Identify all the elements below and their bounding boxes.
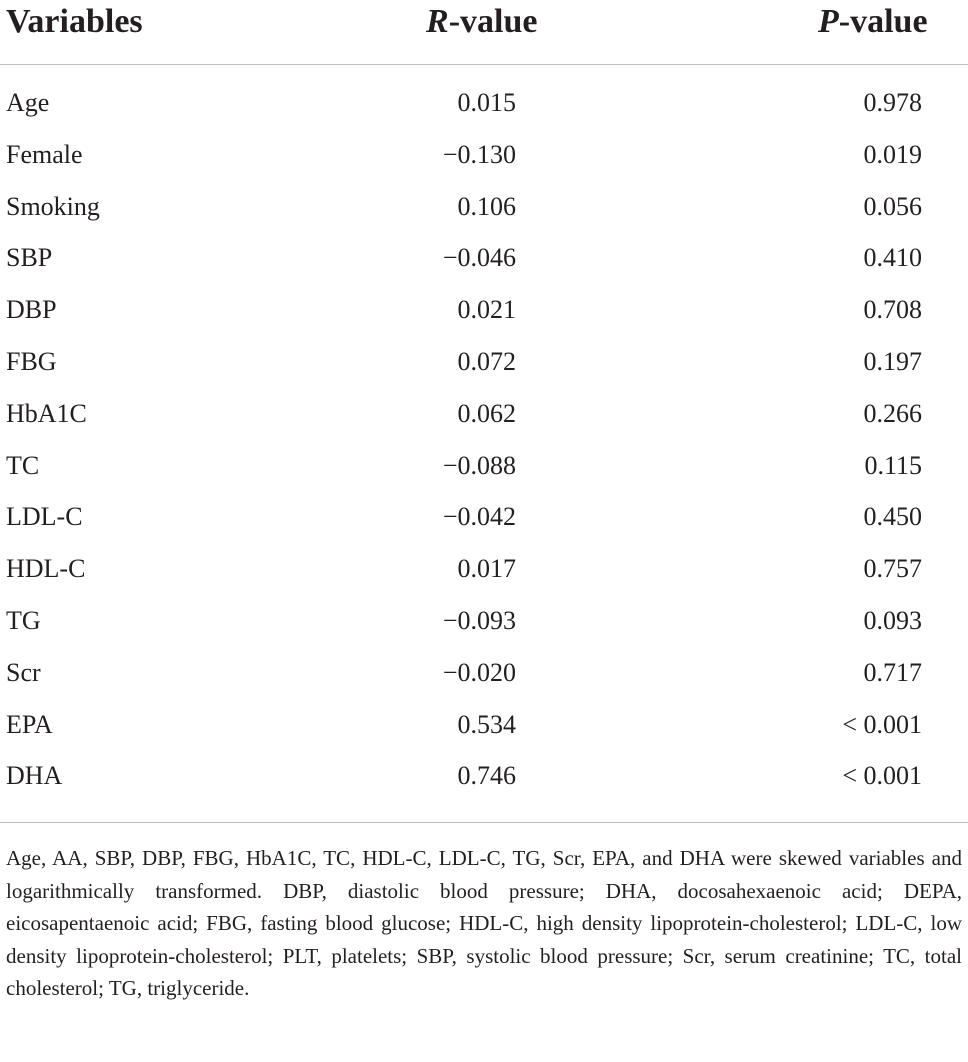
cell-r-value: 0.017 xyxy=(457,554,516,584)
table-row xyxy=(0,134,968,186)
cell-p-value: 0.978 xyxy=(863,88,922,117)
cell-p-value: 0.450 xyxy=(863,502,922,532)
table-row xyxy=(0,289,968,341)
cell-r-value: 0.021 xyxy=(457,295,516,325)
table-row xyxy=(0,237,968,289)
cell-variable: SBP xyxy=(6,243,53,273)
cell-variable: Smoking xyxy=(6,191,100,221)
cell-r-value: 0.106 xyxy=(457,191,516,221)
table-row xyxy=(0,445,968,497)
cell-r-value: 0.015 xyxy=(457,88,516,117)
cell-p-value: < 0.001 xyxy=(842,761,922,791)
table-body xyxy=(0,65,968,807)
footer-divider xyxy=(0,822,968,823)
table-row xyxy=(0,341,968,393)
table-row xyxy=(0,755,968,807)
cell-p-value: < 0.001 xyxy=(842,709,922,739)
cell-variable: LDL-C xyxy=(6,502,83,532)
table-row xyxy=(0,704,968,756)
cell-p-value: 0.197 xyxy=(863,346,922,376)
cell-r-value: −0.042 xyxy=(442,502,516,532)
table-row xyxy=(0,548,968,600)
cell-r-value: −0.093 xyxy=(442,605,516,635)
table-row xyxy=(0,393,968,445)
cell-p-value: 0.708 xyxy=(863,295,922,325)
cell-p-value: 0.093 xyxy=(863,605,922,635)
cell-r-value: 0.534 xyxy=(457,709,516,739)
cell-variable: EPA xyxy=(6,709,53,739)
cell-p-value: 0.757 xyxy=(863,554,922,584)
cell-r-value: 0.062 xyxy=(457,398,516,428)
header-p-suffix: -value xyxy=(838,3,928,40)
cell-variable: FBG xyxy=(6,346,57,376)
header-p-value xyxy=(818,2,928,42)
cell-p-value: 0.019 xyxy=(863,139,922,169)
table-row xyxy=(0,82,968,134)
cell-r-value: −0.020 xyxy=(442,657,516,687)
table-row xyxy=(0,652,968,704)
cell-p-value: 0.115 xyxy=(864,450,922,480)
table-row xyxy=(0,600,968,652)
header-variables: Variables xyxy=(6,3,143,40)
cell-variable: TC xyxy=(6,450,40,480)
cell-variable: HDL-C xyxy=(6,554,86,584)
table-row xyxy=(0,496,968,548)
table-row xyxy=(0,186,968,238)
cell-p-value: 0.266 xyxy=(863,398,922,428)
header-r-letter: R xyxy=(426,3,449,40)
cell-variable: Age xyxy=(6,88,50,117)
cell-variable: DHA xyxy=(6,761,63,791)
cell-variable: Scr xyxy=(6,657,41,687)
table-header xyxy=(0,0,968,65)
cell-variable: DBP xyxy=(6,295,57,325)
cell-r-value: 0.746 xyxy=(457,761,516,791)
cell-variable: HbA1C xyxy=(6,398,87,428)
header-r-suffix: -value xyxy=(448,3,538,40)
cell-variable: Female xyxy=(6,139,83,169)
cell-r-value: 0.072 xyxy=(457,346,516,376)
cell-p-value: 0.410 xyxy=(863,243,922,273)
cell-r-value: −0.046 xyxy=(442,243,516,273)
table-footnote: Age, AA, SBP, DBP, FBG, HbA1C, TC, HDL-C, LDL-C, TG, Scr, EPA, and DHA were skewed variables and logarithmically transformed. DBP, diastolic blood pressure; DHA, docosahexaenoic acid; DEPA, eicosapentaenoic acid; FBG, fasting blood glucose; HDL-C, high density lipoprotein-cholesterol; LDL-C, low density lipoprotein-cholesterol; PLT, platelets; SBP, systolic blood pressure; Scr, serum creatinine; TC, total cholesterol; TG, triglyceride. xyxy=(6,846,962,1000)
header-p-letter: P xyxy=(818,3,839,40)
cell-p-value: 0.056 xyxy=(863,191,922,221)
cell-r-value: −0.088 xyxy=(442,450,516,480)
cell-r-value: −0.130 xyxy=(442,139,516,169)
header-r-value xyxy=(426,2,537,42)
cell-variable: TG xyxy=(6,605,41,635)
cell-p-value: 0.717 xyxy=(863,657,922,687)
